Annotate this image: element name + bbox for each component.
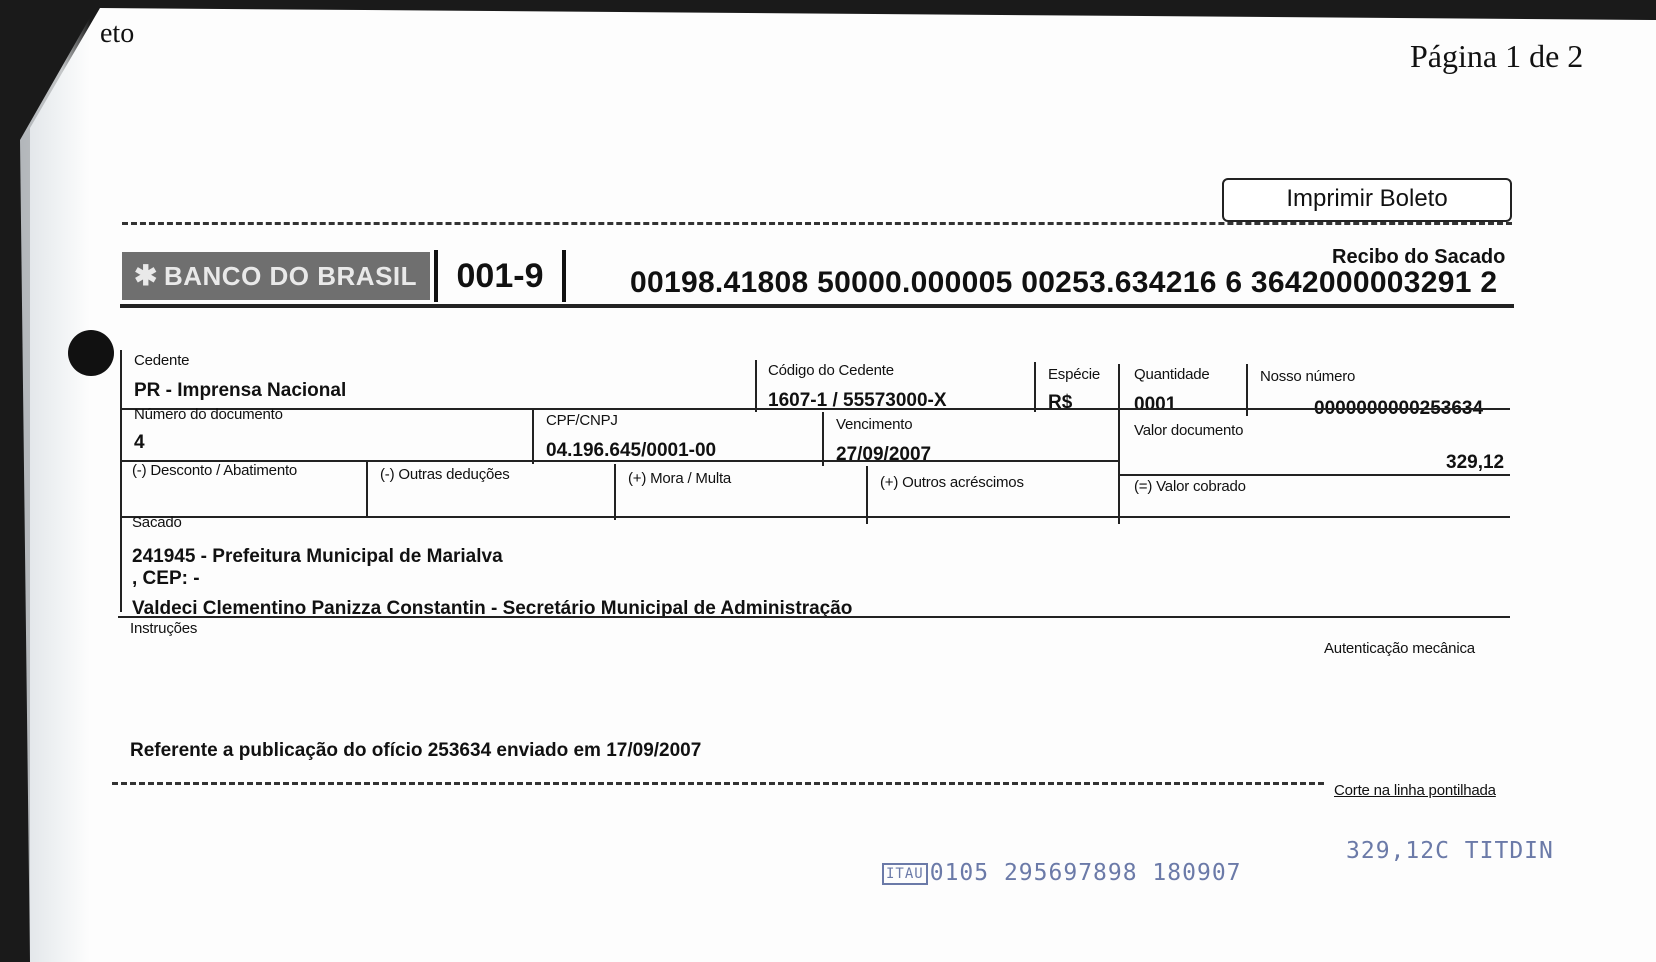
sacado-line-3: Valdeci Clementino Panizza Constantin - Secretário Municipal de Administração	[132, 598, 853, 619]
header-rule	[120, 304, 1514, 308]
nosso-numero-label: Nosso número	[1260, 368, 1356, 385]
reference-text: Referente a publicação do ofício 253634 enviado em 17/09/2007	[130, 740, 702, 761]
valor-cobrado-label: (=) Valor cobrado	[1134, 478, 1246, 495]
divider	[614, 464, 616, 520]
vencimento-label: Vencimento	[836, 416, 913, 433]
cpf-cnpj-value: 04.196.645/0001-00	[546, 440, 717, 461]
top-dashed-divider	[122, 222, 1512, 225]
valor-documento-label: Valor documento	[1134, 422, 1244, 439]
punch-hole	[68, 330, 114, 376]
bank-name: BANCO DO BRASIL	[163, 261, 418, 291]
autenticacao-label: Autenticação mecânica	[1324, 640, 1475, 657]
print-boleto-button[interactable]: Imprimir Boleto	[1222, 178, 1512, 222]
divider	[532, 410, 534, 464]
instrucoes-label: Instruções	[130, 620, 198, 637]
corner-text: eto	[100, 18, 135, 49]
row-rule-2b	[1118, 474, 1510, 476]
bank-stamp-code	[882, 860, 1242, 886]
divider	[822, 412, 824, 466]
cut-line-label: Corte na linha pontilhada	[1334, 782, 1496, 799]
especie-label: Espécie	[1048, 366, 1100, 383]
valor-documento-value: 329,12	[1446, 452, 1505, 473]
divider	[366, 462, 368, 516]
especie-value: R$	[1048, 392, 1073, 413]
sacado-line-2: , CEP: -	[132, 568, 200, 589]
desconto-label: (-) Desconto / Abatimento	[132, 462, 298, 479]
row-rule-1	[120, 408, 1510, 410]
receipt-title: Recibo do Sacado	[1332, 246, 1506, 268]
mora-multa-label: (+) Mora / Multa	[628, 470, 732, 487]
numero-documento-label: Número do documento	[134, 406, 283, 423]
sacado-label: Sacado	[132, 514, 182, 531]
bank-logo	[122, 252, 430, 300]
bank-stamp-number: 0105 295697898 180907	[929, 860, 1242, 886]
codigo-cedente-value: 1607-1 / 55573000-X	[768, 390, 947, 411]
cpf-cnpj-label: CPF/CNPJ	[546, 412, 618, 429]
cedente-value: PR - Imprensa Nacional	[134, 380, 347, 401]
boleto-paper	[30, 8, 1656, 962]
torn-paper-edge	[20, 0, 90, 962]
digitable-line: 00198.41808 50000.000005 00253.634216 6 3642000003291 2	[630, 266, 1498, 299]
row-rule-3	[120, 516, 1510, 518]
numero-documento-value: 4	[134, 432, 145, 453]
sacado-line-1: 241945 - Prefeitura Municipal de Marialva	[132, 546, 503, 567]
bank-stamp-box: ITAU	[882, 863, 928, 885]
divider	[1118, 364, 1120, 524]
outras-deducoes-label: (-) Outras deduções	[380, 466, 510, 483]
page-indicator: Página 1 de 2	[1410, 38, 1584, 74]
bank-symbol-icon: ✱	[134, 260, 158, 291]
vencimento-value: 27/09/2007	[836, 444, 932, 465]
row-rule-4	[118, 616, 1510, 618]
quantidade-label: Quantidade	[1134, 366, 1210, 383]
bank-code: 001-9	[434, 250, 566, 302]
cedente-label: Cedente	[134, 352, 190, 369]
quantidade-value: 0001	[1134, 394, 1177, 415]
nosso-numero-value: 0000000000253634	[1314, 398, 1484, 419]
form-left-border	[120, 350, 122, 612]
bank-stamp-amount: 329,12C TITDIN	[1346, 838, 1554, 864]
divider	[755, 360, 757, 412]
outros-acrescimos-label: (+) Outros acréscimos	[880, 474, 1024, 491]
codigo-cedente-label: Código do Cedente	[768, 362, 894, 379]
cut-dashed-line	[112, 782, 1324, 785]
divider	[1034, 362, 1036, 412]
